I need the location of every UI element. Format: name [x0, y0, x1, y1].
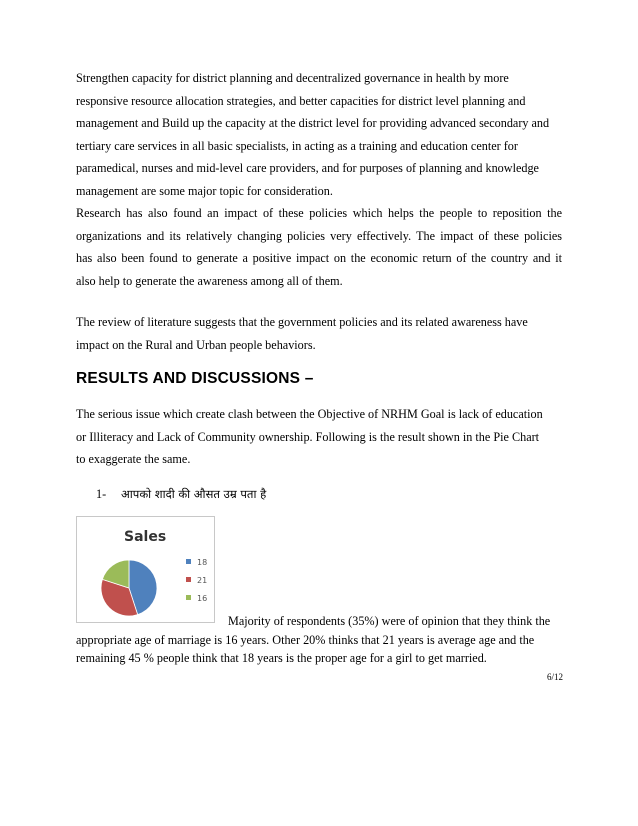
paragraph-literature-review	[76, 311, 562, 356]
paragraph-research	[76, 202, 562, 292]
text-line: management and Build up the capacity at the district level for providing advanced secondary and	[76, 116, 550, 130]
legend-swatch-18	[186, 559, 191, 564]
pie-chart	[76, 516, 215, 623]
page-number: 6/12	[546, 672, 563, 682]
text-line: organizations and its relatively changing policies very effectively. The impact of these policies	[76, 228, 562, 243]
text-line: Strengthen capacity for district planning and decentralized governance in health by more	[76, 71, 509, 85]
text-line: to exaggerate the same.	[76, 452, 191, 466]
text-line: responsive resource allocation strategies, and better capacities for district level planning and	[76, 93, 526, 108]
chart-title: Sales	[124, 529, 167, 545]
legend-label-18: 18	[197, 558, 208, 567]
text-line: The serious issue which create clash between the Objective of NRHM Goal is lack of education	[76, 407, 543, 421]
pie-chart-svg	[77, 517, 214, 622]
list-number: 1-	[96, 487, 107, 501]
text-line: management are some major topic for consideration.	[76, 183, 333, 198]
legend-label-16: 16	[197, 594, 208, 603]
legend-swatch-16	[186, 595, 191, 600]
text-line: appropriate age of marriage is 16 years. Other 20% thinks that 21 years is average age and the	[76, 632, 535, 647]
text-line: Majority of respondents (35%) were of opinion that they think the	[228, 614, 551, 628]
text-line: paramedical, nurses and mid-level care providers, and for purposes of planning and knowledge	[76, 161, 539, 175]
text-line: Research has also found an impact of these policies which helps the people to reposition the	[76, 206, 562, 220]
question-text: आपको शादी की औसत उम्र पता है	[121, 487, 267, 501]
section-heading: RESULTS AND DISCUSSIONS –	[76, 370, 314, 387]
text-line: impact on the Rural and Urban people behaviors.	[76, 337, 316, 352]
text-line: remaining 45 % people think that 18 years is the proper age for a girl to get married.	[76, 651, 487, 665]
text-line: The review of literature suggests that the government policies and its related awareness have	[76, 315, 528, 329]
paragraph-capacity	[76, 67, 562, 202]
text-line: tertiary care services in all basic specialists, in acting as a training and education center for	[76, 138, 518, 153]
text-line: or Illiteracy and Lack of Community ownership. Following is the result shown in the Pie Chart	[76, 429, 540, 444]
numbered-question	[96, 483, 266, 505]
legend-label-21: 21	[197, 576, 208, 585]
text-line: has also been found to generate a positive impact on the economic return of the country and it	[76, 251, 562, 265]
text-line: also help to generate the awareness among all of them.	[76, 273, 343, 288]
paragraph-issue	[76, 403, 562, 471]
paragraph-majority	[76, 612, 562, 668]
legend-swatch-21	[186, 577, 191, 582]
